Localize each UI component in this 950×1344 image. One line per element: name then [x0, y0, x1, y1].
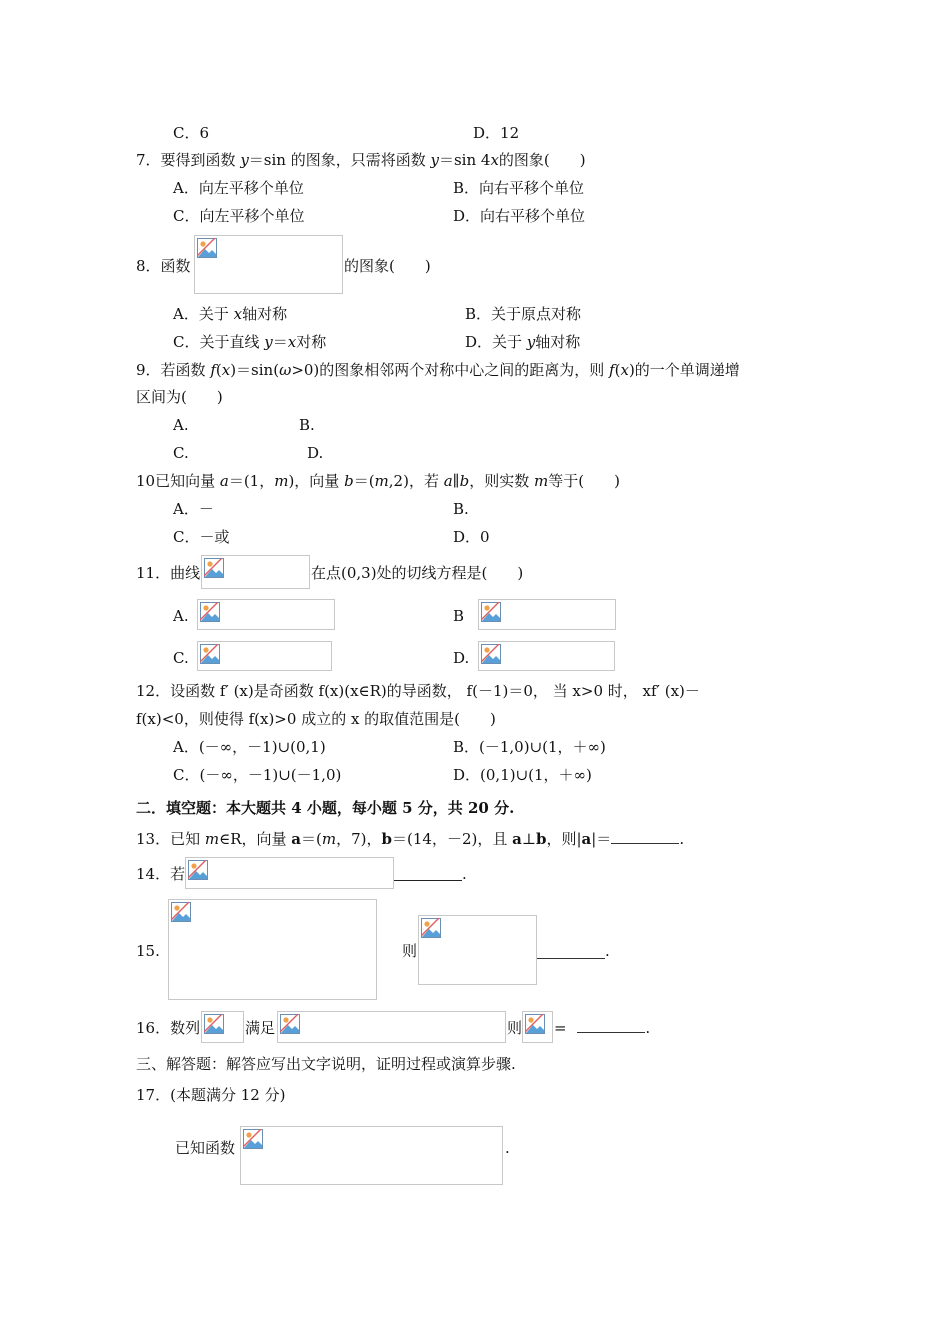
q16-answer-blank	[577, 1018, 645, 1033]
q8-option-c: C．关于直线 y＝x对称	[173, 333, 327, 351]
q17-heading: 17．(本题满分 12 分)	[136, 1086, 286, 1104]
q7-option-b: B．向右平移个单位	[453, 179, 585, 197]
q9-option-c: C.	[173, 444, 189, 462]
q15-answer-blank	[537, 958, 605, 959]
q10-stem: 10已知向量 a＝(1，m)，向量 b＝(m,2)，若 a∥b，则实数 m等于( )	[136, 472, 620, 490]
q8-stem-b: 的图象( )	[344, 257, 431, 275]
q14-formula-image	[185, 857, 394, 889]
q11-option-c-label: C.	[173, 649, 189, 667]
q8-option-b: B．关于原点对称	[465, 305, 582, 323]
q15-system-image	[168, 899, 377, 1000]
q16-stem-a: 16．数列	[136, 1019, 201, 1037]
q13-stem: 13．已知 m∈R，向量 a＝(m，7)，b＝(14，－2)，且 a⊥b，则|a|＝ .	[136, 830, 685, 848]
q11-stem-a: 11．曲线	[136, 564, 201, 582]
broken-image-icon	[525, 1014, 545, 1034]
q8-stem-a: 8．函数	[136, 257, 191, 275]
q12-stem-line1: 12．设函数 f′ (x)是奇函数 f(x)(x∈R)的导函数， f(－1)＝0， 当 x>0 时， xf′ (x)－	[136, 682, 700, 700]
q16-stem-c: 则	[507, 1019, 523, 1037]
broken-image-icon	[204, 558, 224, 578]
q11-option-d-label: D.	[453, 649, 470, 667]
q7-option-a: A．向左平移个单位	[173, 179, 304, 197]
q11-option-a-label: A.	[173, 607, 189, 625]
q12-option-d: D．(0,1)∪(1，＋∞)	[453, 766, 592, 784]
section-3-heading: 三、解答题：解答应写出文字说明，证明过程或演算步骤.	[136, 1055, 516, 1073]
q6-option-d: D．12	[473, 124, 520, 142]
q11-option-b-label: B	[453, 607, 465, 625]
broken-image-icon	[171, 902, 191, 922]
q9-option-b: B.	[299, 416, 315, 434]
q16-recurrence-image	[277, 1011, 506, 1043]
broken-image-icon	[481, 602, 501, 622]
q17-function-image	[240, 1126, 503, 1185]
q15-number: 15.	[136, 942, 160, 960]
q9-stem-line2: 区间为( )	[136, 388, 223, 406]
q14-answer-blank	[394, 880, 462, 881]
q11-option-d-image	[478, 641, 615, 671]
broken-image-icon	[280, 1014, 300, 1034]
broken-image-icon	[204, 1014, 224, 1034]
q14-end: .	[462, 865, 467, 883]
q11-formula-image	[201, 555, 310, 589]
q11-option-a-image	[197, 599, 335, 630]
broken-image-icon	[200, 602, 220, 622]
broken-image-icon	[421, 918, 441, 938]
q15-mid: 则	[402, 942, 418, 960]
q8-formula-image	[194, 235, 343, 294]
q16-sequence-image	[201, 1011, 244, 1043]
broken-image-icon	[197, 238, 217, 258]
q9-option-a: A.	[173, 416, 189, 434]
q15-formula-image	[418, 915, 537, 985]
q11-option-b-image	[478, 599, 616, 630]
broken-image-icon	[481, 644, 501, 664]
broken-image-icon	[243, 1129, 263, 1149]
q10-option-c: C．－或	[173, 528, 230, 546]
q14-stem: 14．若	[136, 865, 186, 883]
q12-stem-line2: f(x)<0，则使得 f(x)>0 成立的 x 的取值范围是( )	[136, 710, 496, 728]
q12-option-b: B．(－1,0)∪(1，＋∞)	[453, 738, 606, 756]
q10-option-a: A．－	[173, 500, 214, 518]
q16-answer: = .	[554, 1019, 651, 1037]
q17-end: .	[505, 1139, 510, 1157]
q10-option-d: D．0	[453, 528, 490, 546]
broken-image-icon	[200, 644, 220, 664]
q7-option-d: D．向右平移个单位	[453, 207, 586, 225]
q16-term-image	[522, 1011, 553, 1043]
q17-body: 已知函数	[175, 1139, 236, 1157]
q9-option-d: D.	[307, 444, 324, 462]
broken-image-icon	[188, 860, 208, 880]
q6-option-c: C．6	[173, 124, 210, 142]
q15-end: .	[605, 942, 610, 960]
q9-stem-line1: 9．若函数 f(x)＝sin(ω>0)的图象相邻两个对称中心之间的距离为，则 f(x)的一个单调递增	[136, 361, 740, 379]
section-2-heading: 二．填空题：本大题共 4 小题，每小题 5 分，共 20 分.	[136, 799, 515, 817]
q12-option-c: C．(－∞，－1)∪(－1,0)	[173, 766, 342, 784]
q16-stem-b: 满足	[245, 1019, 276, 1037]
q8-option-d: D．关于 y轴对称	[465, 333, 581, 351]
q11-stem-b: 在点(0,3)处的切线方程是( )	[311, 564, 524, 582]
q13-answer-blank	[611, 829, 679, 844]
q12-option-a: A．(－∞，－1)∪(0,1)	[173, 738, 326, 756]
q8-option-a: A．关于 x轴对称	[173, 305, 288, 323]
q10-option-b: B.	[453, 500, 469, 518]
q7-stem: 7．要得到函数 y＝sin 的图象，只需将函数 y＝sin 4x的图象( )	[136, 151, 586, 169]
q7-option-c: C．向左平移个单位	[173, 207, 305, 225]
q11-option-c-image	[197, 641, 332, 671]
